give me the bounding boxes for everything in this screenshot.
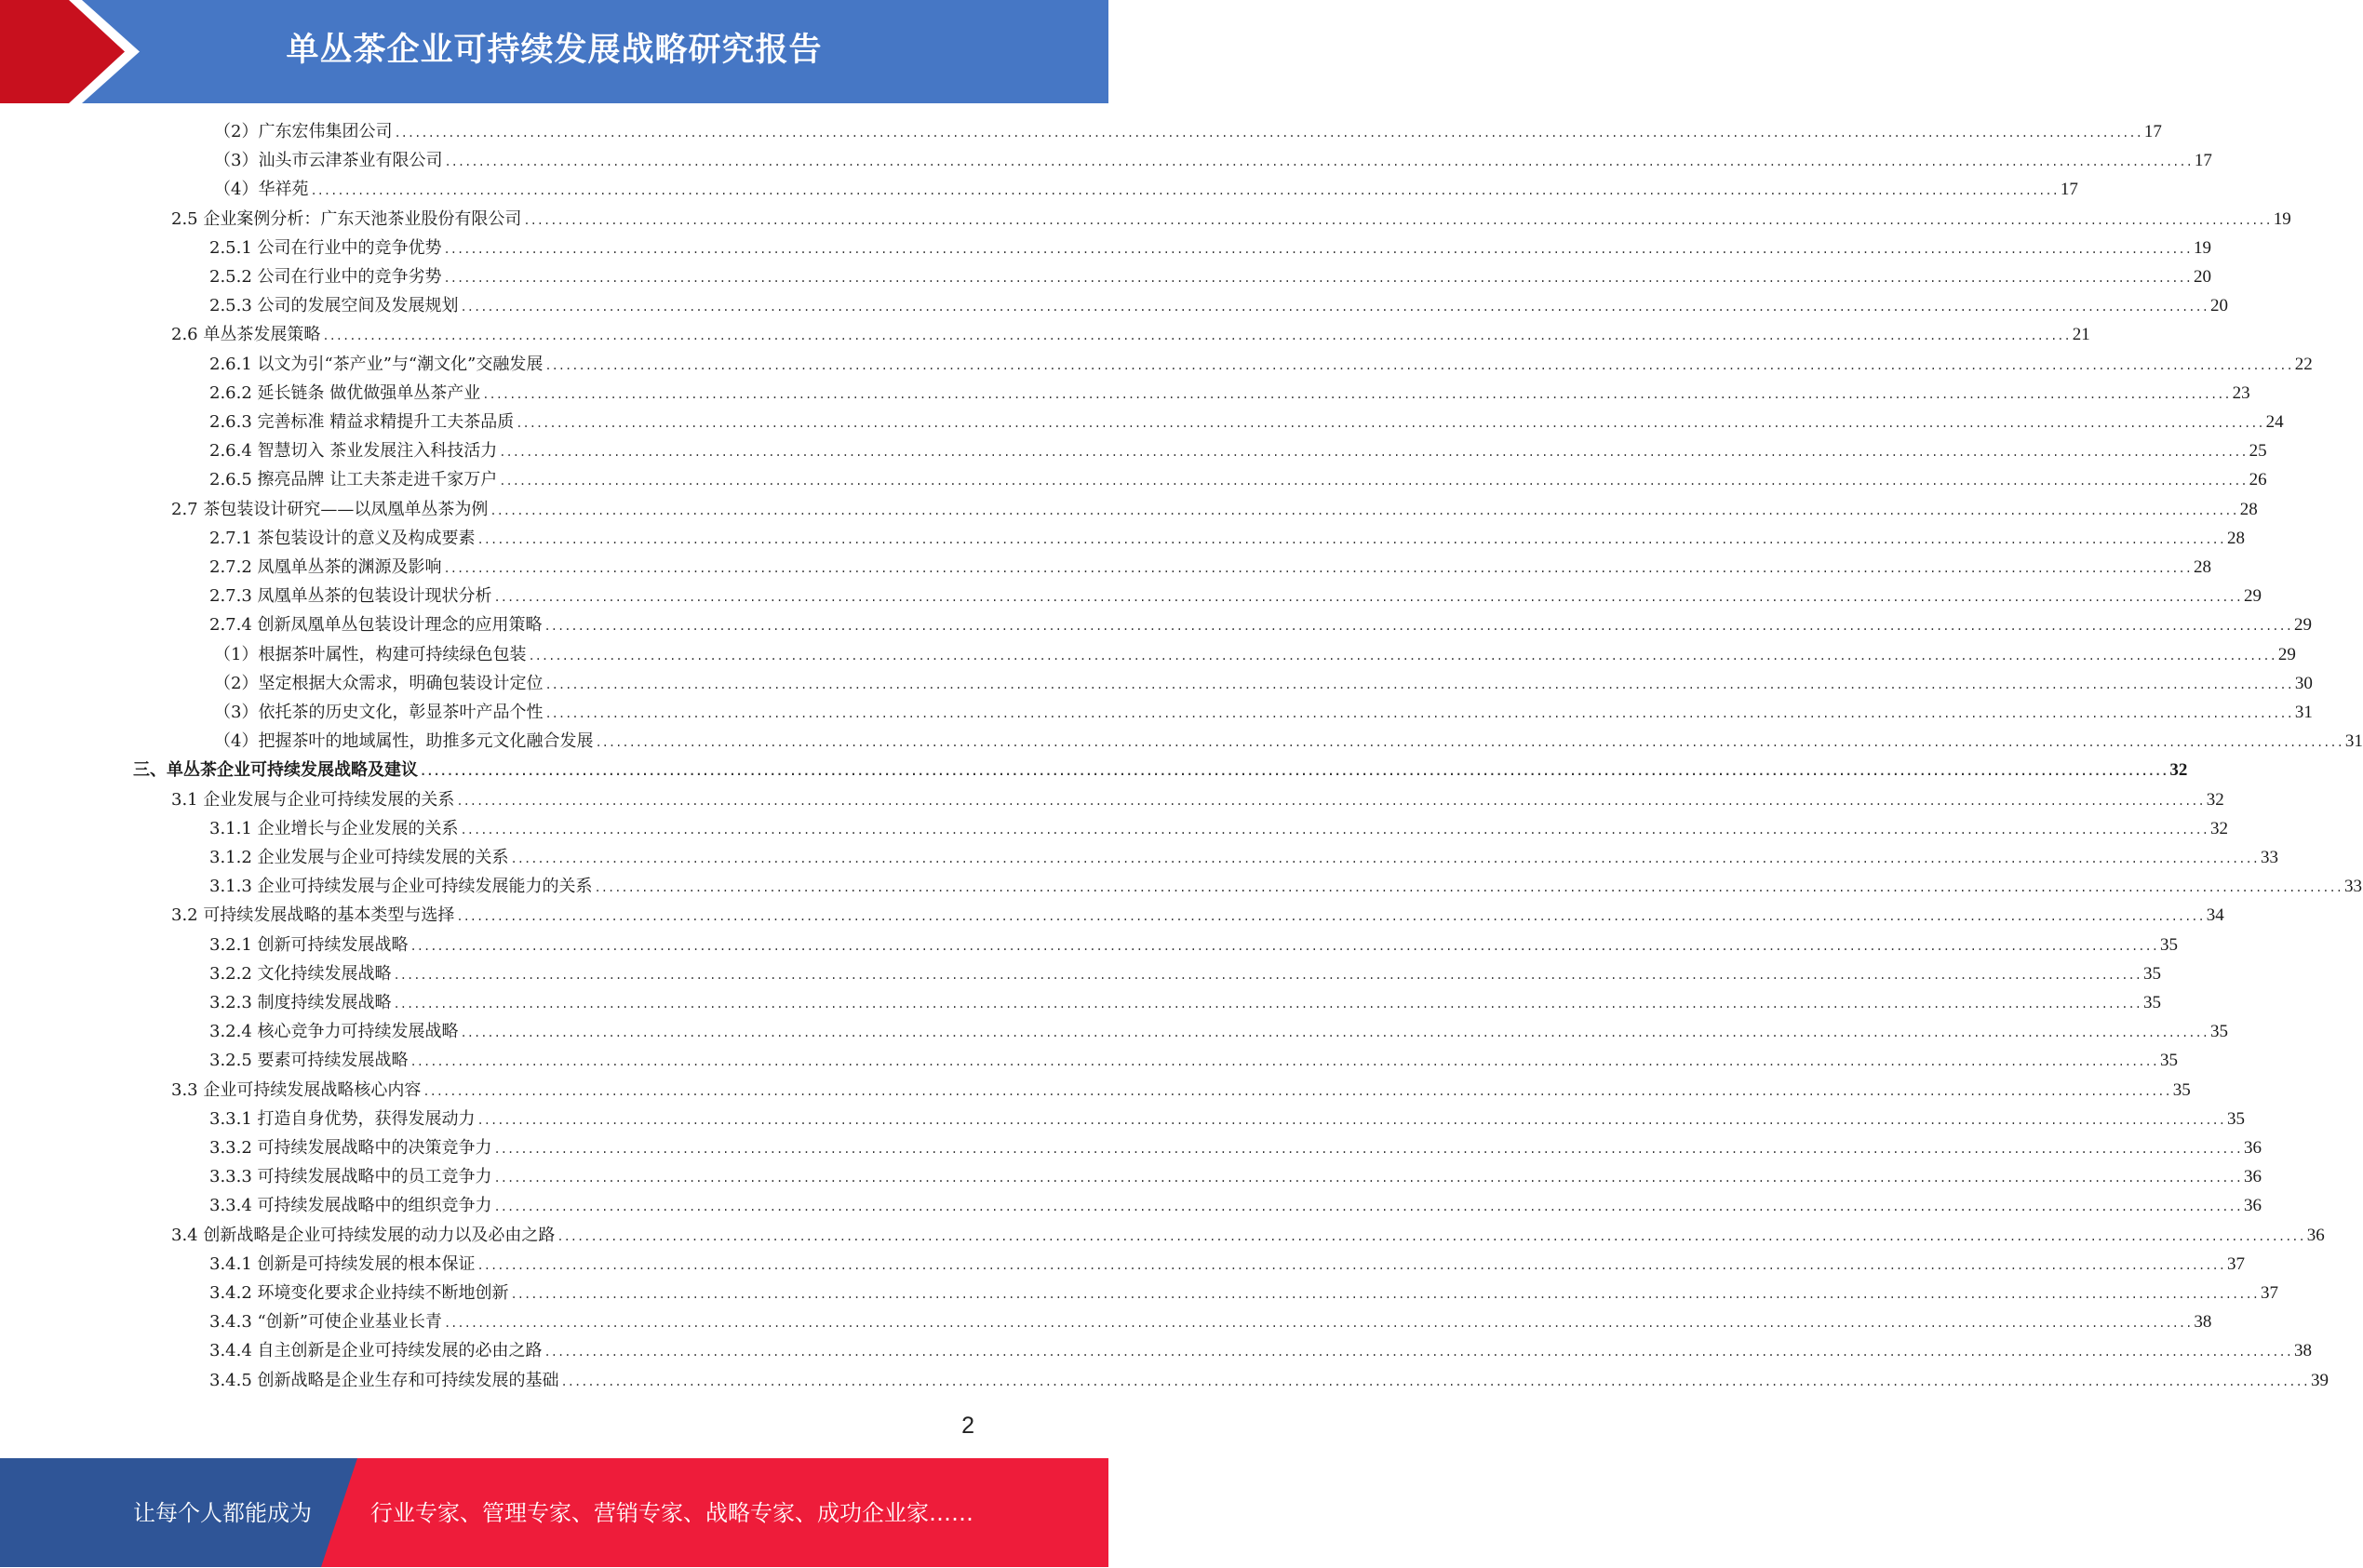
toc-entry-label: 3.2 可持续发展战略的基本类型与选择 xyxy=(171,905,455,926)
toc-entry[interactable] xyxy=(209,291,2228,320)
toc-entry[interactable] xyxy=(209,524,2245,553)
toc-entry-label: （3）依托茶的历史文化，彰显茶叶产品个性 xyxy=(214,703,544,722)
toc-leader-dots: .................................................................................................................................................................................................................................................................... xyxy=(443,242,2192,256)
toc-entry-page: 33 xyxy=(2260,848,2278,867)
toc-entry-label: 3.4.1 创新是可持续发展的根本保证 xyxy=(209,1253,476,1274)
toc-entry-page: 33 xyxy=(2343,877,2362,897)
toc-leader-dots: .................................................................................................................................................................................................................................................................... xyxy=(443,1317,2193,1331)
toc-entry-label: 3.3.3 可持续发展战略中的员工竞争力 xyxy=(209,1167,492,1187)
toc-entry-label: 3.3.1 打造自身优势，获得发展动力 xyxy=(209,1108,476,1129)
toc-entry[interactable] xyxy=(209,350,2313,379)
toc-leader-dots: .................................................................................................................................................................................................................................................................... xyxy=(444,155,2193,169)
toc-entry[interactable] xyxy=(209,1191,2262,1220)
toc-leader-dots: .................................................................................................................................................................................................................................................................... xyxy=(420,765,2168,779)
toc-entry-page: 29 xyxy=(2277,644,2296,664)
toc-entry-page: 36 xyxy=(2243,1138,2262,1158)
toc-entry-page: 22 xyxy=(2294,354,2313,374)
toc-entry[interactable] xyxy=(209,1133,2262,1162)
toc-entry-label: 3.4.4 自主创新是企业可持续发展的必由之路 xyxy=(209,1341,543,1361)
toc-entry-label: 3.2.4 核心竞争力可持续发展战略 xyxy=(209,1022,459,1042)
toc-entry-label: 2.7.4 创新凤凰单丛包装设计理念的应用策略 xyxy=(209,615,543,636)
toc-entry-page: 35 xyxy=(2142,993,2161,1012)
page-number: 2 xyxy=(961,1413,974,1439)
toc-entry-page: 35 xyxy=(2159,934,2178,955)
toc-entry[interactable] xyxy=(171,901,2224,930)
toc-entry[interactable] xyxy=(171,1221,2325,1250)
toc-entry[interactable] xyxy=(214,727,2363,756)
toc-entry-page: 23 xyxy=(2232,382,2250,403)
toc-entry-page: 35 xyxy=(2226,1108,2245,1129)
toc-entry-page: 25 xyxy=(2249,441,2267,462)
toc-entry-page: 32 xyxy=(2169,760,2188,781)
toc-leader-dots: .................................................................................................................................................................................................................................................................... xyxy=(499,446,2248,460)
toc-entry-page: 35 xyxy=(2159,1051,2178,1071)
toc-entry[interactable] xyxy=(209,1366,2329,1395)
toc-entry[interactable] xyxy=(209,262,2211,291)
toc-entry-page: 39 xyxy=(2310,1370,2329,1390)
toc-entry-label: 3.2.5 要素可持续发展战略 xyxy=(209,1051,409,1071)
toc-entry-label: （4）把握茶叶的地域属性，助推多元文化融合发展 xyxy=(214,731,594,752)
toc-entry-label: 3.2.3 制度持续发展战略 xyxy=(209,993,392,1012)
toc-entry[interactable] xyxy=(214,640,2296,669)
toc-entry-label: 2.6.1 以文为引“茶产业”与“潮文化”交融发展 xyxy=(209,354,544,374)
toc-entry-label: 2.6.4 智慧切入 茶业发展注入科技活力 xyxy=(209,441,498,462)
toc-leader-dots: .................................................................................................................................................................................................................................................................... xyxy=(456,794,2205,808)
toc-leader-dots: .................................................................................................................................................................................................................................................................... xyxy=(510,852,2259,865)
toc-entry-page: 30 xyxy=(2294,673,2313,693)
toc-leader-dots: .................................................................................................................................................................................................................................................................... xyxy=(493,591,2242,605)
toc-leader-dots: .................................................................................................................................................................................................................................................................... xyxy=(594,881,2343,895)
toc-entry-label: 2.7.2 凤凰单丛茶的渊源及影响 xyxy=(209,557,442,577)
toc-entry-label: （2）广东宏伟集团公司 xyxy=(214,122,393,141)
toc-entry[interactable] xyxy=(209,1105,2245,1133)
toc-entry[interactable] xyxy=(209,1046,2178,1075)
toc-entry-page: 28 xyxy=(2239,499,2258,519)
toc-entry-page: 24 xyxy=(2265,412,2284,432)
toc-leader-dots: .................................................................................................................................................................................................................................................................... xyxy=(544,707,2293,720)
toc-entry[interactable] xyxy=(209,1017,2228,1046)
toc-entry[interactable] xyxy=(209,872,2362,901)
page-footer xyxy=(0,1458,1108,1567)
toc-leader-dots: .................................................................................................................................................................................................................................................................... xyxy=(460,301,2209,315)
toc-entry[interactable] xyxy=(209,814,2228,843)
toc-entry-page: 35 xyxy=(2172,1079,2191,1100)
toc-entry-page: 35 xyxy=(2209,1022,2228,1042)
toc-entry[interactable] xyxy=(171,785,2224,814)
toc-entry-label: 三、单丛茶企业可持续发展战略及建议 xyxy=(133,760,418,781)
footer-slogan-left: 让每个人都能成为 xyxy=(133,1500,312,1526)
toc-entry[interactable] xyxy=(209,1336,2312,1365)
toc-entry-page: 19 xyxy=(2273,208,2291,229)
toc-entry-label: （4）华祥苑 xyxy=(214,180,309,200)
toc-entry[interactable] xyxy=(171,495,2258,524)
toc-entry[interactable] xyxy=(214,669,2313,698)
toc-entry-label: 2.7.3 凤凰单丛茶的包装设计现状分析 xyxy=(209,586,492,607)
toc-entry-page: 34 xyxy=(2206,905,2224,926)
toc-leader-dots: .................................................................................................................................................................................................................................................................... xyxy=(477,1258,2225,1272)
toc-entry-label: 2.6.3 完善标准 精益求精提升工夫茶品质 xyxy=(209,412,515,432)
toc-entry[interactable] xyxy=(171,1076,2191,1105)
toc-leader-dots: .................................................................................................................................................................................................................................................................... xyxy=(443,562,2192,575)
report-title: 单丛茶企业可持续发展战略研究报告 xyxy=(286,32,823,69)
toc-entry-page: 20 xyxy=(2193,267,2211,287)
toc-entry-page: 17 xyxy=(2194,151,2212,171)
toc-entry[interactable] xyxy=(209,379,2250,408)
toc-leader-dots: .................................................................................................................................................................................................................................................................... xyxy=(409,939,2158,953)
toc-leader-dots: .................................................................................................................................................................................................................................................................... xyxy=(456,910,2205,924)
toc-entry[interactable] xyxy=(214,698,2313,727)
toc-entry[interactable] xyxy=(209,1279,2278,1307)
toc-entry-label: 3.1.2 企业发展与企业可持续发展的关系 xyxy=(209,848,509,867)
toc-leader-dots: .................................................................................................................................................................................................................................................................... xyxy=(560,1374,2309,1388)
toc-entry[interactable] xyxy=(209,553,2211,582)
toc-leader-dots: .................................................................................................................................................................................................................................................................... xyxy=(544,358,2293,372)
toc-leader-dots: .................................................................................................................................................................................................................................................................... xyxy=(482,387,2231,401)
toc-entry-label: 3.3.4 可持续发展战略中的组织竞争力 xyxy=(209,1196,492,1216)
toc-entry-page: 17 xyxy=(2060,180,2078,200)
toc-entry[interactable] xyxy=(214,117,2162,146)
toc-leader-dots: .................................................................................................................................................................................................................................................................... xyxy=(423,1084,2171,1098)
toc-entry-page: 21 xyxy=(2072,325,2090,345)
toc-entry[interactable] xyxy=(214,146,2212,175)
toc-entry[interactable] xyxy=(209,1162,2262,1191)
toc-entry-label: 3.2.1 创新可持续发展战略 xyxy=(209,934,409,955)
toc-entry-label: 2.6.5 擦亮品牌 让工夫茶走进千家万户 xyxy=(209,470,498,490)
toc-leader-dots: .................................................................................................................................................................................................................................................................... xyxy=(460,823,2209,837)
toc-entry-page: 19 xyxy=(2193,237,2211,258)
toc-entry-page: 36 xyxy=(2306,1225,2325,1245)
toc-entry-page: 38 xyxy=(2293,1341,2312,1361)
toc-entry-page: 35 xyxy=(2142,963,2161,984)
toc-leader-dots: .................................................................................................................................................................................................................................................................... xyxy=(557,1229,2305,1243)
toc-entry-label: （1）根据茶叶属性，构建可持续绿色包装 xyxy=(214,644,527,664)
toc-leader-dots: .................................................................................................................................................................................................................................................................... xyxy=(516,417,2264,430)
toc-entry[interactable] xyxy=(209,843,2278,872)
toc-entry-label: 3.4.5 创新战略是企业生存和可持续发展的基础 xyxy=(209,1370,559,1390)
toc-entry[interactable] xyxy=(209,1250,2245,1279)
toc-entry-page: 32 xyxy=(2209,818,2228,838)
toc-leader-dots: .................................................................................................................................................................................................................................................................... xyxy=(493,1200,2242,1214)
toc-entry-label: 3.4.3 “创新”可使企业基业长青 xyxy=(209,1312,442,1333)
toc-leader-dots: .................................................................................................................................................................................................................................................................... xyxy=(394,127,2142,140)
toc-entry-label: 2.5.1 公司在行业中的竞争优势 xyxy=(209,237,442,258)
toc-leader-dots: .................................................................................................................................................................................................................................................................... xyxy=(544,677,2293,691)
toc-entry[interactable] xyxy=(133,756,2188,784)
toc-leader-dots: .................................................................................................................................................................................................................................................................... xyxy=(409,1055,2158,1069)
toc-entry-label: （3）汕头市云津茶业有限公司 xyxy=(214,151,443,171)
toc-leader-dots: .................................................................................................................................................................................................................................................................... xyxy=(595,736,2343,750)
toc-entry-label: 2.6.2 延长链条 做优做强单丛茶产业 xyxy=(209,382,481,403)
toc-entry-page: 37 xyxy=(2260,1283,2278,1303)
toc-entry-page: 36 xyxy=(2243,1167,2262,1187)
toc-entry-label: 3.1.3 企业可持续发展与企业可持续发展能力的关系 xyxy=(209,877,593,897)
toc-entry-label: 3.3.2 可持续发展战略中的决策竞争力 xyxy=(209,1138,492,1158)
toc-entry-label: 3.3 企业可持续发展战略核心内容 xyxy=(171,1079,422,1100)
toc-leader-dots: .................................................................................................................................................................................................................................................................... xyxy=(544,620,2292,634)
toc-entry-label: 2.7.1 茶包装设计的意义及构成要素 xyxy=(209,528,476,548)
toc-entry-page: 31 xyxy=(2344,731,2363,752)
toc-entry[interactable] xyxy=(209,436,2267,465)
toc-entry-page: 29 xyxy=(2293,615,2312,636)
toc-entry-page: 32 xyxy=(2206,789,2224,810)
toc-entry-page: 17 xyxy=(2143,122,2162,141)
toc-leader-dots: .................................................................................................................................................................................................................................................................... xyxy=(310,184,2059,198)
toc-entry-label: 2.5.2 公司在行业中的竞争劣势 xyxy=(209,267,442,287)
toc-entry[interactable] xyxy=(214,175,2078,204)
toc-entry-label: 2.6 单丛茶发展策略 xyxy=(171,325,321,345)
toc-leader-dots: .................................................................................................................................................................................................................................................................... xyxy=(393,968,2141,982)
toc-leader-dots: .................................................................................................................................................................................................................................................................... xyxy=(322,329,2071,343)
toc-leader-dots: .................................................................................................................................................................................................................................................................... xyxy=(523,213,2272,227)
toc-entry-page: 20 xyxy=(2209,296,2228,316)
footer-slogan-right: 行业专家、管理专家、营销专家、战略专家、成功企业家…… xyxy=(370,1500,973,1526)
toc-entry-label: （2）坚定根据大众需求，明确包装设计定位 xyxy=(214,673,544,693)
toc-leader-dots: .................................................................................................................................................................................................................................................................... xyxy=(477,532,2225,546)
toc-entry-page: 28 xyxy=(2193,557,2211,577)
toc-leader-dots: .................................................................................................................................................................................................................................................................... xyxy=(499,475,2248,489)
toc-entry-page: 28 xyxy=(2226,528,2245,548)
toc-entry-label: 2.5.3 公司的发展空间及发展规划 xyxy=(209,296,459,316)
toc-leader-dots: .................................................................................................................................................................................................................................................................... xyxy=(490,503,2238,517)
toc-entry-label: 2.7 茶包装设计研究——以凤凰单丛茶为例 xyxy=(171,499,489,519)
toc-entry-label: 3.1 企业发展与企业可持续发展的关系 xyxy=(171,789,455,810)
toc-entry[interactable] xyxy=(209,465,2267,494)
toc-leader-dots: .................................................................................................................................................................................................................................................................... xyxy=(393,998,2141,1011)
toc-leader-dots: .................................................................................................................................................................................................................................................................... xyxy=(477,1113,2225,1127)
toc-entry-page: 37 xyxy=(2226,1253,2245,1274)
toc-entry-page: 26 xyxy=(2249,470,2267,490)
toc-leader-dots: .................................................................................................................................................................................................................................................................... xyxy=(460,1026,2209,1040)
toc-entry[interactable] xyxy=(209,959,2161,988)
toc-leader-dots: .................................................................................................................................................................................................................................................................... xyxy=(528,649,2276,663)
toc-leader-dots: .................................................................................................................................................................................................................................................................... xyxy=(493,1172,2242,1186)
toc-entry[interactable] xyxy=(209,988,2161,1017)
page-header xyxy=(0,0,1108,103)
toc-entry-page: 36 xyxy=(2243,1196,2262,1216)
toc-entry-label: 3.4 创新战略是企业可持续发展的动力以及必由之路 xyxy=(171,1225,556,1245)
toc-entry-label: 2.5 企业案例分析：广东天池茶业股份有限公司 xyxy=(171,208,522,229)
toc-entry-page: 38 xyxy=(2194,1312,2212,1333)
toc-entry[interactable] xyxy=(209,582,2262,610)
toc-entry[interactable] xyxy=(209,408,2284,436)
toc-entry[interactable] xyxy=(209,610,2312,639)
toc-leader-dots: .................................................................................................................................................................................................................................................................... xyxy=(510,1288,2259,1301)
toc-leader-dots: .................................................................................................................................................................................................................................................................... xyxy=(493,1143,2242,1156)
toc-entry[interactable] xyxy=(171,205,2291,234)
toc-entry[interactable] xyxy=(209,234,2211,262)
toc-leader-dots: .................................................................................................................................................................................................................................................................... xyxy=(443,272,2192,285)
toc-leader-dots: .................................................................................................................................................................................................................................................................... xyxy=(544,1346,2292,1360)
toc-entry-page: 31 xyxy=(2294,703,2313,722)
toc-entry[interactable] xyxy=(171,320,2090,349)
toc-entry-label: 3.1.1 企业增长与企业发展的关系 xyxy=(209,818,459,838)
toc-entry-label: 3.4.2 环境变化要求企业持续不断地创新 xyxy=(209,1283,509,1303)
toc-entry-label: 3.2.2 文化持续发展战略 xyxy=(209,963,392,984)
toc-entry[interactable] xyxy=(209,931,2178,959)
toc-entry[interactable] xyxy=(209,1307,2212,1336)
toc-entry-page: 29 xyxy=(2243,586,2262,607)
